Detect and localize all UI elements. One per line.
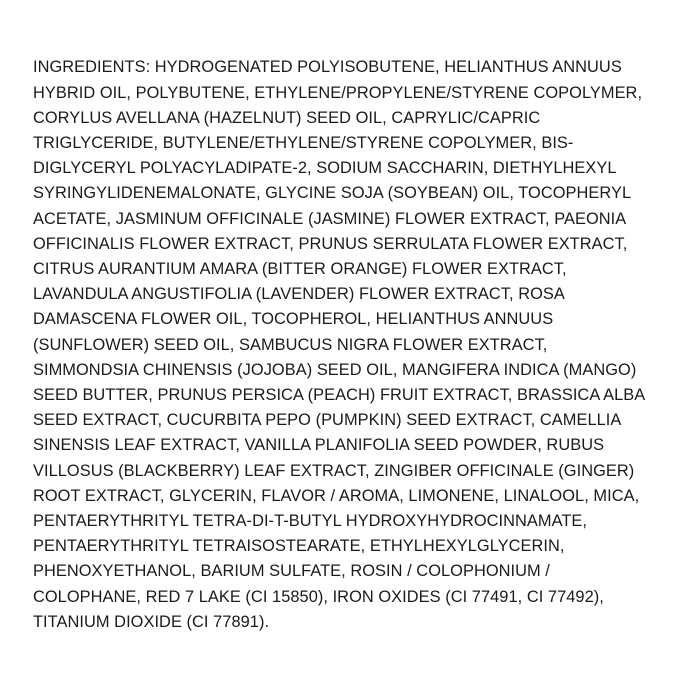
ingredients-paragraph: INGREDIENTS: HYDROGENATED POLYISOBUTENE, HELIANTHUS ANNUUS HYBRID OIL, POLYBUTENE, ETHYLENE/PROPYLENE/STYRENE COPOLYMER, CORYLUS AVELLANA (HAZELNUT) SEED OIL, CAPRYLIC/CAPRIC TRIGLYCERIDE, BUTYLENE/ETHYLENE/STYRENE COPOLYMER, BIS-DIGLYCERYL POLYACYLADIPATE-2, SODIUM SACCHARIN, DIETHYLHEXYL SYRINGYLIDENEMALONATE, GLYCINE SOJA (SOYBEAN) OIL, TOCOPHERYL ACETATE, JASMINUM OFFICINALE (JASMINE) FLOWER EXTRACT, PAEONIA OFFICINALIS FLOWER EXTRACT, PRUNUS SERRULATA FLOWER EXTRACT, CITRUS AURANTIUM AMARA (BITTER ORANGE) FLOWER EXTRACT, LAVANDULA ANGUSTIFOLIA (LAVENDER) FLOWER EXTRACT, ROSA DAMASCENA FLOWER OIL, TOCOPHEROL, HELIANTHUS ANNUUS (SUNFLOWER) SEED OIL, SAMBUCUS NIGRA FLOWER EXTRACT, SIMMONDSIA CHINENSIS (JOJOBA) SEED OIL, MANGIFERA INDICA (MANGO) SEED BUTTER, PRUNUS PERSICA (PEACH) FRUIT EXTRACT, BRASSICA ALBA SEED EXTRACT, CUCURBITA PEPO (PUMPKIN) SEED EXTRACT, CAMELLIA SINENSIS LEAF EXTRACT, VANILLA PLANIFOLIA SEED POWDER, RUBUS VILLOSUS (BLACKBERRY) LEAF EXTRACT, ZINGIBER OFFICINALE (GINGER) ROOT EXTRACT, GLYCERIN, FLAVOR / AROMA, LIMONENE, LINALOOL, MICA, PENTAERYTHRITYL TETRA-DI-T-BUTYL HYDROXYHYDROCINNAMATE, PENTAERYTHRITYL TETRAISOSTEARATE, ETHYLHEXYLGLYCERIN, PHENOXYETHANOL, BARIUM SULFATE, ROSIN / COLOPHONIUM / COLOPHANE, RED 7 LAKE (CI 15850), IRON OXIDES (CI 77491, CI 77492), TITANIUM DIOXIDE (CI 77891).: [33, 58, 649, 631]
